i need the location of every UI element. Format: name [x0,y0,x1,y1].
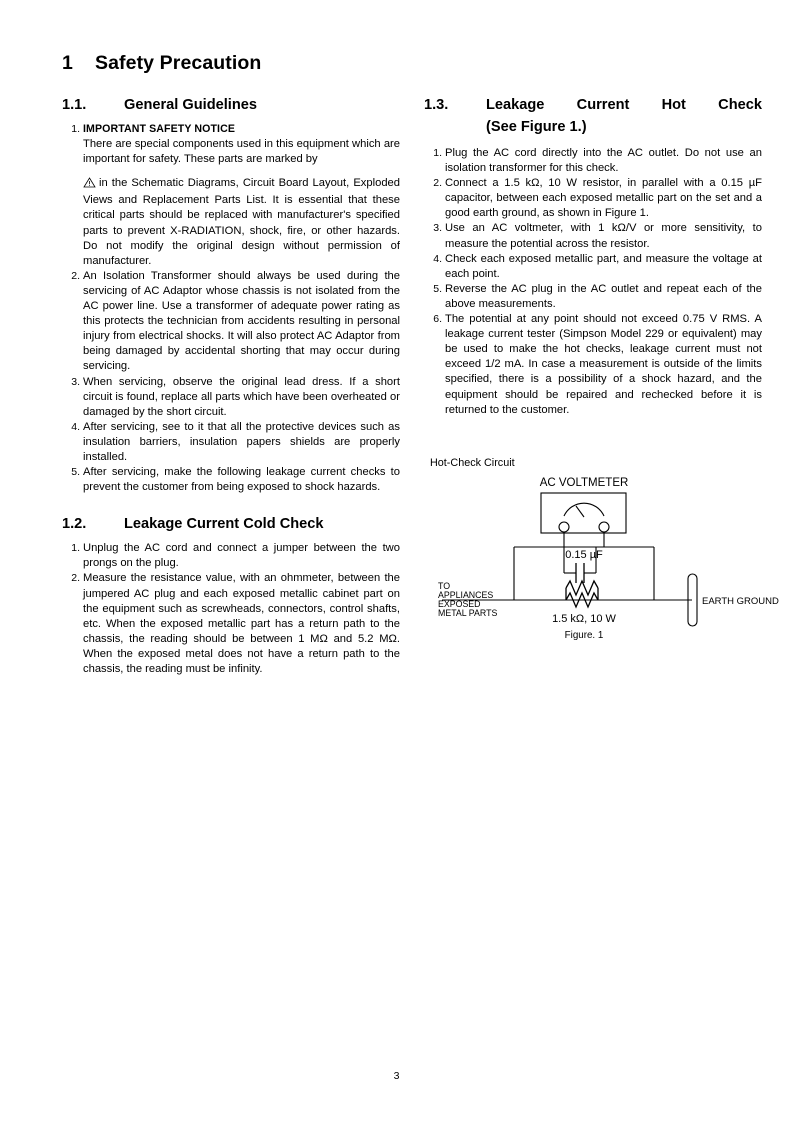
left-label-line1: TO [438,581,451,591]
list-item [62,465,400,495]
section-title-word-2: Current [576,97,630,113]
warning-triangle-icon [83,177,99,193]
item1-paragraph-1: There are special components used in this equipment which are important for safety. These parts are marked by [83,138,400,166]
circuit-diagram [424,470,779,650]
list-item [62,420,400,465]
figure-label: Hot-Check Circuit [430,457,515,469]
cold-item1-text: Unplug the AC cord and connect a jumper between the two prongs on the plug. [83,542,400,570]
left-label-line2: APPLIANCES [438,590,494,600]
voltmeter-label: AC VOLTMETER [539,477,629,489]
section-title-word-3: Hot [661,97,686,113]
list-item [62,541,400,571]
resistor-label: 1.5 kΩ, 10 W [552,613,616,625]
section-title-word-4: Check [718,97,762,113]
list-item [424,282,762,312]
section-heading-1-3 [424,94,762,138]
list-item [62,375,400,420]
hot-item5-text: Reverse the AC plug in the AC outlet and repeat each of the above measurements. [445,282,762,310]
cold-check-list [62,541,400,677]
section-number: 1.3. [424,97,449,113]
earth-ground-label: EARTH GROUND [702,596,779,607]
page-number: 3 [393,1070,400,1082]
section-title: General Guidelines [124,97,258,113]
item2-text: An Isolation Transformer should always be used during the servicing of AC Adaptor whose chassis is not isolated from the AC power line. Use a transformer of adequate power rating as this protects the technician from accidents resulting in personal injury from electrical shocks. It will also protect AC Adaptor from being damaged by accidental shorting that may occur during servicing. [83,269,400,373]
list-item [62,269,400,375]
section-title-line2: (See Figure 1.) [486,119,587,135]
hot-item3-text: Use an AC voltmeter, with 1 kΩ/V or more sensitivity, to measure the potential across the resistor. [445,222,762,250]
section-title-word-1: Leakage [486,97,545,113]
item4-text: After servicing, see to it that all the protective devices such as insulation barriers, insulation papers shields are properly installed. [83,420,400,463]
page-title [62,52,261,75]
list-item [424,176,762,221]
hot-check-circuit-figure [424,470,779,650]
hot-item6-text: The potential at any point should not exceed 0.75 V RMS. A leakage current tester (Simpson Model 229 or equivalent) may be used to make the hot checks, leakage current must not exceed 1/2 mA. In case a measurement is outside of the limits specified, there is a possibility of a shock hazard, and the equipment should be repaired and rechecked before it is returned to the customer. [445,313,762,416]
item1-paragraph-2 [83,176,400,269]
item1-paragraph-2-text: in the Schematic Diagrams, Circuit Board Layout, Exploded Views and Replacement Parts List. It is essential that these critical parts should be replaced with manufacturer's specified parts to prevent X-RADIATION, shock, fire, or other hazards. Do not modify the original design without permission of manufacturer. [83,177,400,267]
capacitor-label: 0.15 µF [565,549,603,561]
list-item [62,122,400,269]
right-column [424,94,762,418]
list-item [424,221,762,251]
chapter-number: 1 [62,52,73,74]
chapter-title-text: Safety Precaution [95,52,262,74]
item3-text: When servicing, observe the original lead dress. If a short circuit is found, replace all parts which have been overheated or damaged by the short circuit. [83,375,400,418]
figure-caption: Figure. 1 [564,630,604,641]
left-label-line3: EXPOSED [438,599,481,609]
section-number: 1.2. [62,516,87,533]
cold-item2-text: Measure the resistance value, with an ohmmeter, between the jumpered AC plug and each exposed metallic cabinet part on the equipment such as screwheads, connectors, control shafts, etc. When the exposed metallic part has a return path to the chassis, the reading should be between 1 MΩ and 5.2 MΩ. When the exposed metal does not have a return path to the chassis, the reading must be infinity. [83,572,400,675]
important-safety-notice-heading: IMPORTANT SAFETY NOTICE [83,123,235,135]
section-heading-1-1 [62,96,400,115]
hot-item2-text: Connect a 1.5 kΩ, 10 W resistor, in parallel with a 0.15 µF capacitor, between each exposed metallic part on the set and a good earth ground, as shown in Figure 1. [445,177,762,220]
list-item [424,146,762,176]
hot-item1-text: Plug the AC cord directly into the AC outlet. Do not use an isolation transformer for this check. [445,147,762,175]
left-column [62,96,400,677]
list-item [424,252,762,282]
hot-item4-text: Check each exposed metallic part, and measure the voltage at each point. [445,252,762,280]
item5-text: After servicing, make the following leakage current checks to prevent the customer from being exposed to shock hazards. [83,466,400,494]
section-number: 1.1. [62,97,87,113]
list-item [424,312,762,418]
left-label-line4: METAL PARTS [438,608,498,618]
general-guidelines-list [62,122,400,495]
list-item [62,571,400,677]
section-title: Leakage Current Cold Check [124,516,324,533]
section-heading-1-2 [62,515,400,534]
hot-check-list [424,146,762,418]
